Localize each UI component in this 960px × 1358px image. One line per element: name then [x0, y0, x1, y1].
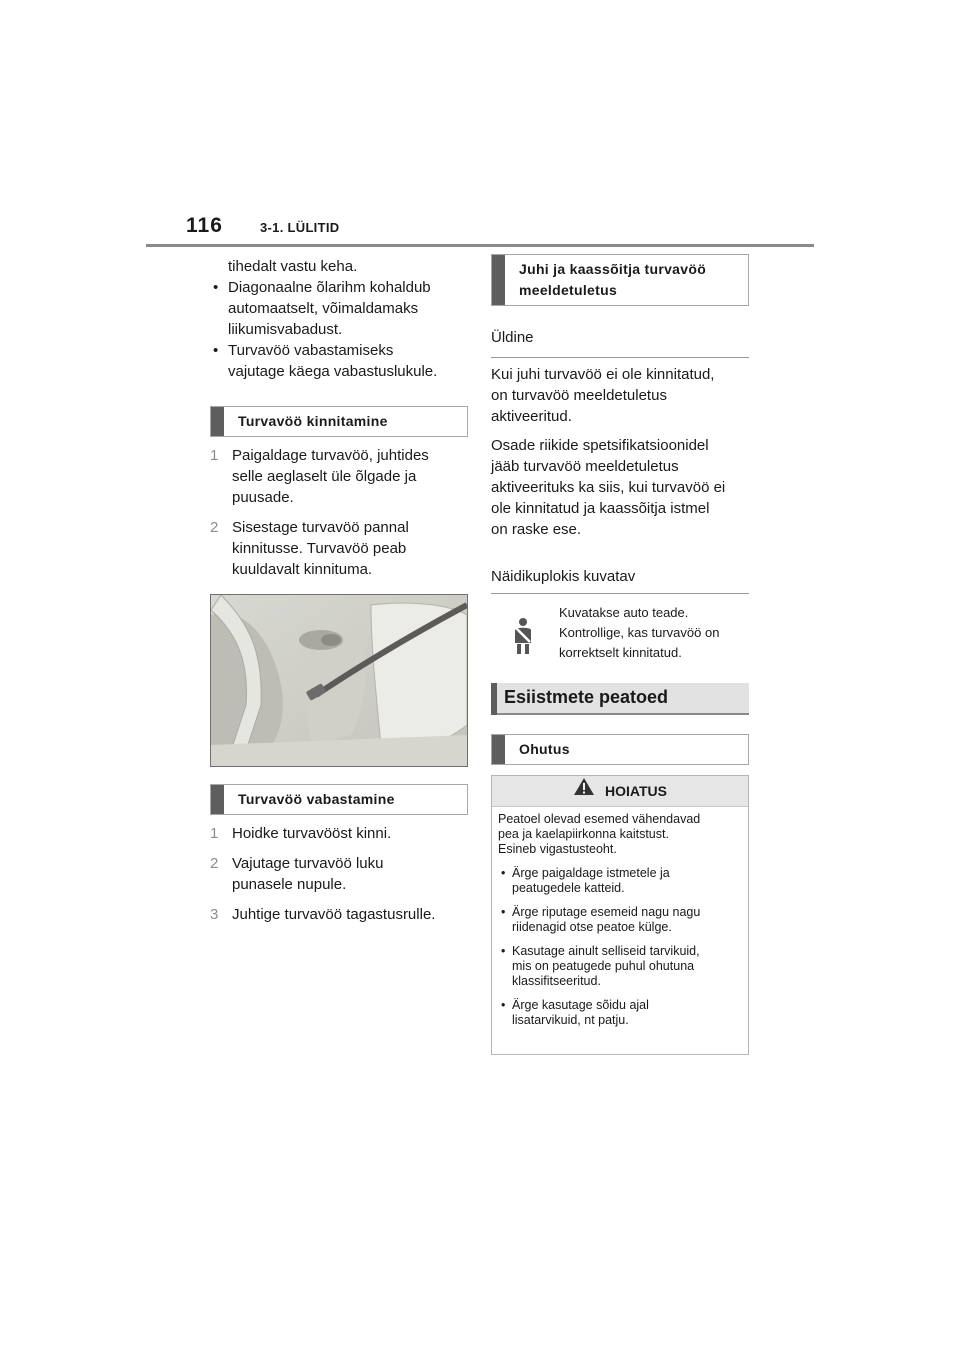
bullet-line: vajutage käega vabastuslukule. [228, 363, 438, 380]
text-line: on raske ese. [491, 521, 582, 538]
warning-title: HOIATUS [605, 783, 667, 799]
step-line: Vajutage turvavöö luku [232, 855, 384, 872]
list-item [498, 866, 742, 896]
bullet-line: • Diagonaalne õlarihm kohaldub [228, 279, 431, 296]
step-item [210, 823, 468, 844]
subhead-line: meeldetuletus [519, 282, 618, 298]
step-line: Hoidke turvavööst kinni. [232, 825, 392, 842]
step-line: punasele nupule. [232, 876, 347, 893]
step-number: 3 [210, 906, 219, 923]
seatbelt-icon [511, 617, 535, 660]
warning-line: • Ärge paigaldage istmetele ja [512, 866, 670, 880]
text-line: Osade riikide spetsifikatsioonidel [491, 437, 709, 454]
text-line: Kontrollige, kas turvavöö on [559, 625, 720, 640]
warning-line: Esineb vigastusteoht. [498, 842, 617, 856]
warning-line: lisatarvikuid, nt patju. [512, 1013, 629, 1027]
warning-header [492, 776, 748, 807]
list-item [498, 998, 742, 1028]
text-line: jääb turvavöö meeldetuletus [491, 458, 679, 475]
display-text [559, 603, 749, 663]
seatbelt-buckle-photo [210, 594, 468, 767]
text-line: aktiveeritud. [491, 408, 572, 425]
subhead-seatbelt-reminder [491, 254, 749, 306]
header-rule [146, 244, 814, 247]
warning-line: • Kasutage ainult selliseid tarvikuid, [512, 944, 700, 958]
warning-triangle-icon [573, 776, 595, 806]
warning-line: Peatoel olevad esemed vähendavad [498, 812, 701, 826]
subhead-line: Juhi ja kaassõitja turvavöö [519, 261, 707, 277]
display-heading: Näidikuplokis kuvatav [491, 568, 749, 594]
general-text [491, 364, 756, 540]
step-number: 2 [210, 519, 219, 536]
step-item [210, 904, 468, 925]
text-line: on turvavöö meeldetuletus [491, 387, 667, 404]
step-line: Paigaldage turvavöö, juhtides [232, 447, 429, 464]
step-item [210, 517, 468, 580]
subhead-fasten: Turvavöö kinnitamine [210, 406, 468, 437]
warning-line: peatugedele katteid. [512, 881, 625, 895]
step-line: Sisestage turvavöö pannal [232, 519, 409, 536]
step-number: 1 [210, 447, 219, 464]
step-number: 1 [210, 825, 219, 842]
step-item [210, 853, 468, 895]
warning-box [491, 775, 749, 1055]
seatbelt-photo-illustration [211, 595, 467, 766]
section-title: 3-1. LÜLITID [260, 220, 340, 235]
list-item [210, 277, 468, 340]
text-line: Kui juhi turvavöö ei ole kinnitatud, [491, 366, 715, 383]
warning-line: mis on peatugede puhul ohutuna [512, 959, 695, 973]
left-column-intro [210, 256, 468, 382]
release-steps [210, 823, 468, 925]
text-line: aktiveerituks ka siis, kui turvavöö ei [491, 479, 726, 496]
list-item [210, 340, 468, 382]
fasten-steps [210, 445, 468, 580]
step-line: puusade. [232, 489, 294, 506]
warning-line: klassifitseeritud. [512, 974, 601, 988]
page-number: 116 [186, 214, 223, 237]
bullet-line: automaatselt, võimaldamaks [228, 300, 419, 317]
step-number: 2 [210, 855, 219, 872]
bullet-line: liikumisvabadust. [228, 321, 343, 338]
step-item [210, 445, 468, 508]
step-line: kuuldavalt kinnituma. [232, 561, 373, 578]
list-item [498, 944, 742, 989]
step-line: selle aeglaselt üle õlgade ja [232, 468, 417, 485]
step-line: Juhtige turvavöö tagastusrulle. [232, 906, 436, 923]
step-line: kinnitusse. Turvavöö peab [232, 540, 407, 557]
bullet-line: • Turvavöö vabastamiseks [228, 342, 394, 359]
warning-line: • Ärge kasutage sõidu ajal [512, 998, 649, 1012]
text-line: ole kinnitatud ja kaassõitja istmel [491, 500, 710, 517]
warning-body [492, 807, 748, 1028]
intro-continuation: tihedalt vastu keha. [228, 258, 358, 275]
warning-line: • Ärge riputage esemeid nagu nagu [512, 905, 701, 919]
general-heading: Üldine [491, 329, 749, 358]
subhead-release: Turvavöö vabastamine [210, 784, 468, 815]
list-item [498, 905, 742, 935]
headrest-section-title: Esiistmete peatoed [491, 683, 749, 715]
warning-line: pea ja kaelapiirkonna kaitstust. [498, 827, 669, 841]
subhead-safety: Ohutus [491, 734, 749, 765]
text-line: Kuvatakse auto teade. [559, 605, 689, 620]
warning-line: riidenagid otse peatoe külge. [512, 920, 672, 934]
text-line: korrektselt kinnitatud. [559, 645, 682, 660]
